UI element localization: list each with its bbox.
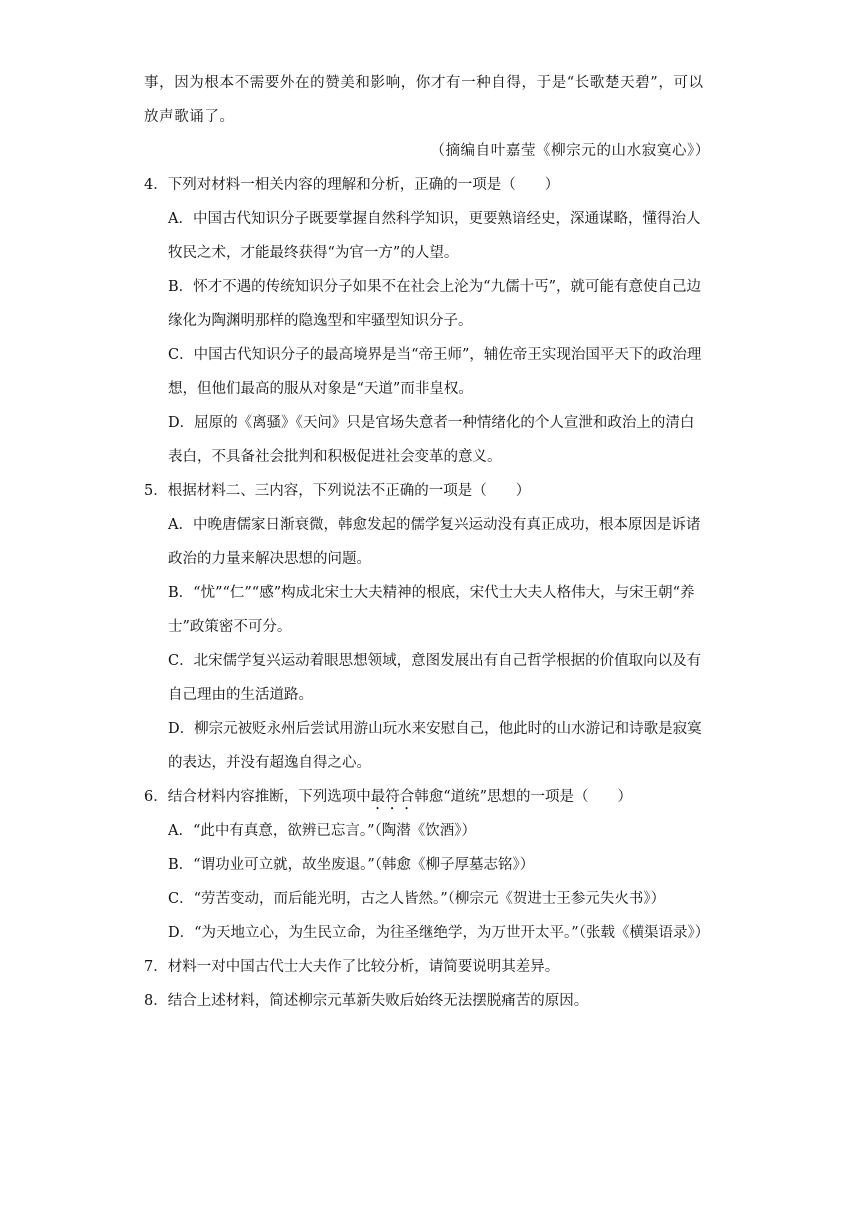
question-4-option-c: C．中国古代知识分子的最高境界是当“帝王师”，辅佐帝王实现治国平天下的政治理 [168,347,702,363]
passage-line: 事，因为根本不需要外在的赞美和影响，你才有一种自得，于是“长歌楚天碧”，可以 [144,75,704,91]
question-6-stem-post: 韩愈“道统”思想的一项是（ ） [414,789,633,805]
question-6-stem-pre: 6．结合材料内容推断，下列选项中 [144,789,371,805]
question-5-option-b-cont: 士”政策密不可分。 [168,619,292,635]
passage-source: （摘编自叶嘉莹《柳宗元的山水寂寞心》） [430,143,710,159]
question-5-option-a-cont: 政治的力量来解决思想的问题。 [168,551,371,567]
question-4-option-c-cont: 想，但他们最高的服从对象是“天道”而非皇权。 [168,381,473,397]
question-5-option-d: D．柳宗元被贬永州后尝试用游山玩水来安慰自己，他此时的山水游记和诗歌是寂寞 [168,721,702,737]
question-7-stem: 7．材料一对中国古代士大夫作了比较分析，请简要说明其差异。 [144,959,560,975]
question-5-stem: 5．根据材料二、三内容，下列说法不正确的一项是（ ） [144,483,531,499]
question-6-option-c: C．“劳苦变动，而后能光明，古之人皆然。”（柳宗元《贺进士王参元失火书》） [168,891,666,907]
question-4-option-a-cont: 牧民之术，才能最终获得“为官一方”的人望。 [168,245,459,261]
question-6-stem [144,780,632,814]
question-6-option-d: D．“为天地立心，为生民立命，为往圣继绝学，为万世开太平。”（张载《横渠语录》） [168,925,710,941]
question-5-option-b: B．“忧”“仁”“感”构成北宋士大夫精神的根底，宋代士大夫人格伟大，与宋王朝“养 [168,585,695,601]
question-6-option-a: A．“此中有真意，欲辨已忘言。”（陶潜《饮酒》） [168,823,477,839]
question-4-option-d: D．屈原的《离骚》《天问》只是官场失意者一种情绪化的个人宣泄和政治上的清白 [168,415,695,431]
question-5-option-c-cont: 自己理由的生活道路。 [168,687,313,703]
question-5-option-d-cont: 的表达，并没有超逸自得之心。 [168,755,371,771]
question-6-option-b: B．“谓功业可立就，故坐废退。”（韩愈《柳子厚墓志铭》） [168,857,535,873]
question-4-option-a: A．中国古代知识分子既要掌握自然科学知识，更要熟谙经史，深通谋略，懂得治人 [168,211,701,227]
question-4-option-b: B．怀才不遇的传统知识分子如果不在社会上沦为“九儒十丐”，就可能有意使自己边 [168,279,701,295]
question-5-option-a: A．中晚唐儒家日渐衰微，韩愈发起的儒学复兴运动没有真正成功，根本原因是诉诸 [168,517,701,533]
question-4-option-d-cont: 表白，不具备社会批判和积极促进社会变革的意义。 [168,449,502,465]
question-6-emphasis: 最符合 [370,789,415,805]
question-5-option-c: C．北宋儒学复兴运动着眼思想领域，意图发展出有自己哲学根据的价值取向以及有 [168,653,702,669]
question-4-option-b-cont: 缘化为陶渊明那样的隐逸型和牢骚型知识分子。 [168,313,473,329]
question-4-stem: 4．下列对材料一相关内容的理解和分析，正确的一项是（ ） [144,177,560,193]
passage-text [144,66,718,134]
passage-line: 放声歌诵了。 [144,109,235,125]
question-8-stem: 8．结合上述材料，简述柳宗元革新失败后始终无法摆脱痛苦的原因。 [144,993,589,1009]
